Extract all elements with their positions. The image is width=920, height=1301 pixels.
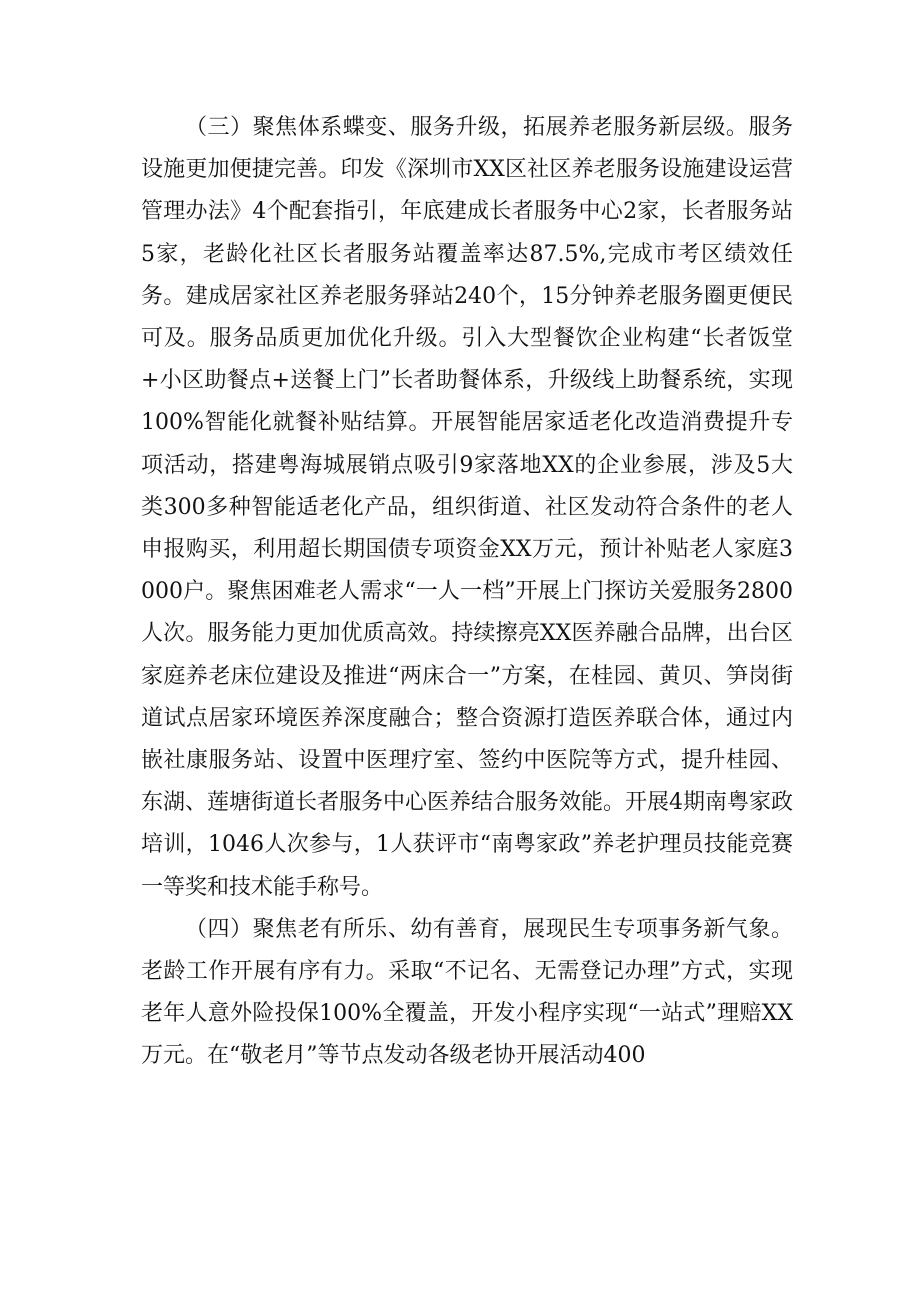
paragraph-livelihood-affairs: （四）聚焦老有所乐、幼有善育，展现民生专项事务新气象。老龄工作开展有序有力。采取“不记名、无需登记办理”方式，实现老年人意外险投保100%全覆盖，开发小程序实现“一站式”理赔XX万元。在“敬老月”等节点发动各级老协开展活动400 [141, 916, 793, 1069]
document-body [141, 107, 793, 1078]
paragraph-elderly-service: （三）聚焦体系蝶变、服务升级，拓展养老服务新层级。服务设施更加便捷完善。印发《深圳市XX区社区养老服务设施建设运营管理办法》4个配套指引，年底建成长者服务中心2家，长者服务站5家，老龄化社区长者服务站覆盖率达87.5%,完成市考区绩效任务。建成居家社区养老服务驿站240个，15分钟养老服务圈更便民可及。服务品质更加优化升级。引入大型餐饮企业构建“长者饭堂+小区助餐点+送餐上门”长者助餐体系，升级线上助餐系统，实现100%智能化就餐补贴结算。开展智能居家适老化改造消费提升专项活动，搭建粤海城展销点吸引9家落地XX的企业参展，涉及5大类300多种智能适老化产品，组织街道、社区发动符合条件的老人申报购买，利用超长期国债专项资金XX万元，预计补贴老人家庭3000户。聚焦困难老人需求“一人一档”开展上门探访关爱服务2800人次。服务能力更加优质高效。持续擦亮XX医养融合品牌，出台区家庭养老床位建设及推进“两床合一”方案，在桂园、黄贝、笋岗街道试点居家环境医养深度融合；整合资源打造医养联合体，通过内嵌社康服务站、设置中医理疗室、签约中医院等方式，提升桂园、东湖、莲塘街道长者服务中心医养结合服务效能。开展4期南粤家政培训，1046人次参与，1人获评市“南粤家政”养老护理员技能竞赛一等奖和技术能手称号。 [141, 115, 793, 900]
